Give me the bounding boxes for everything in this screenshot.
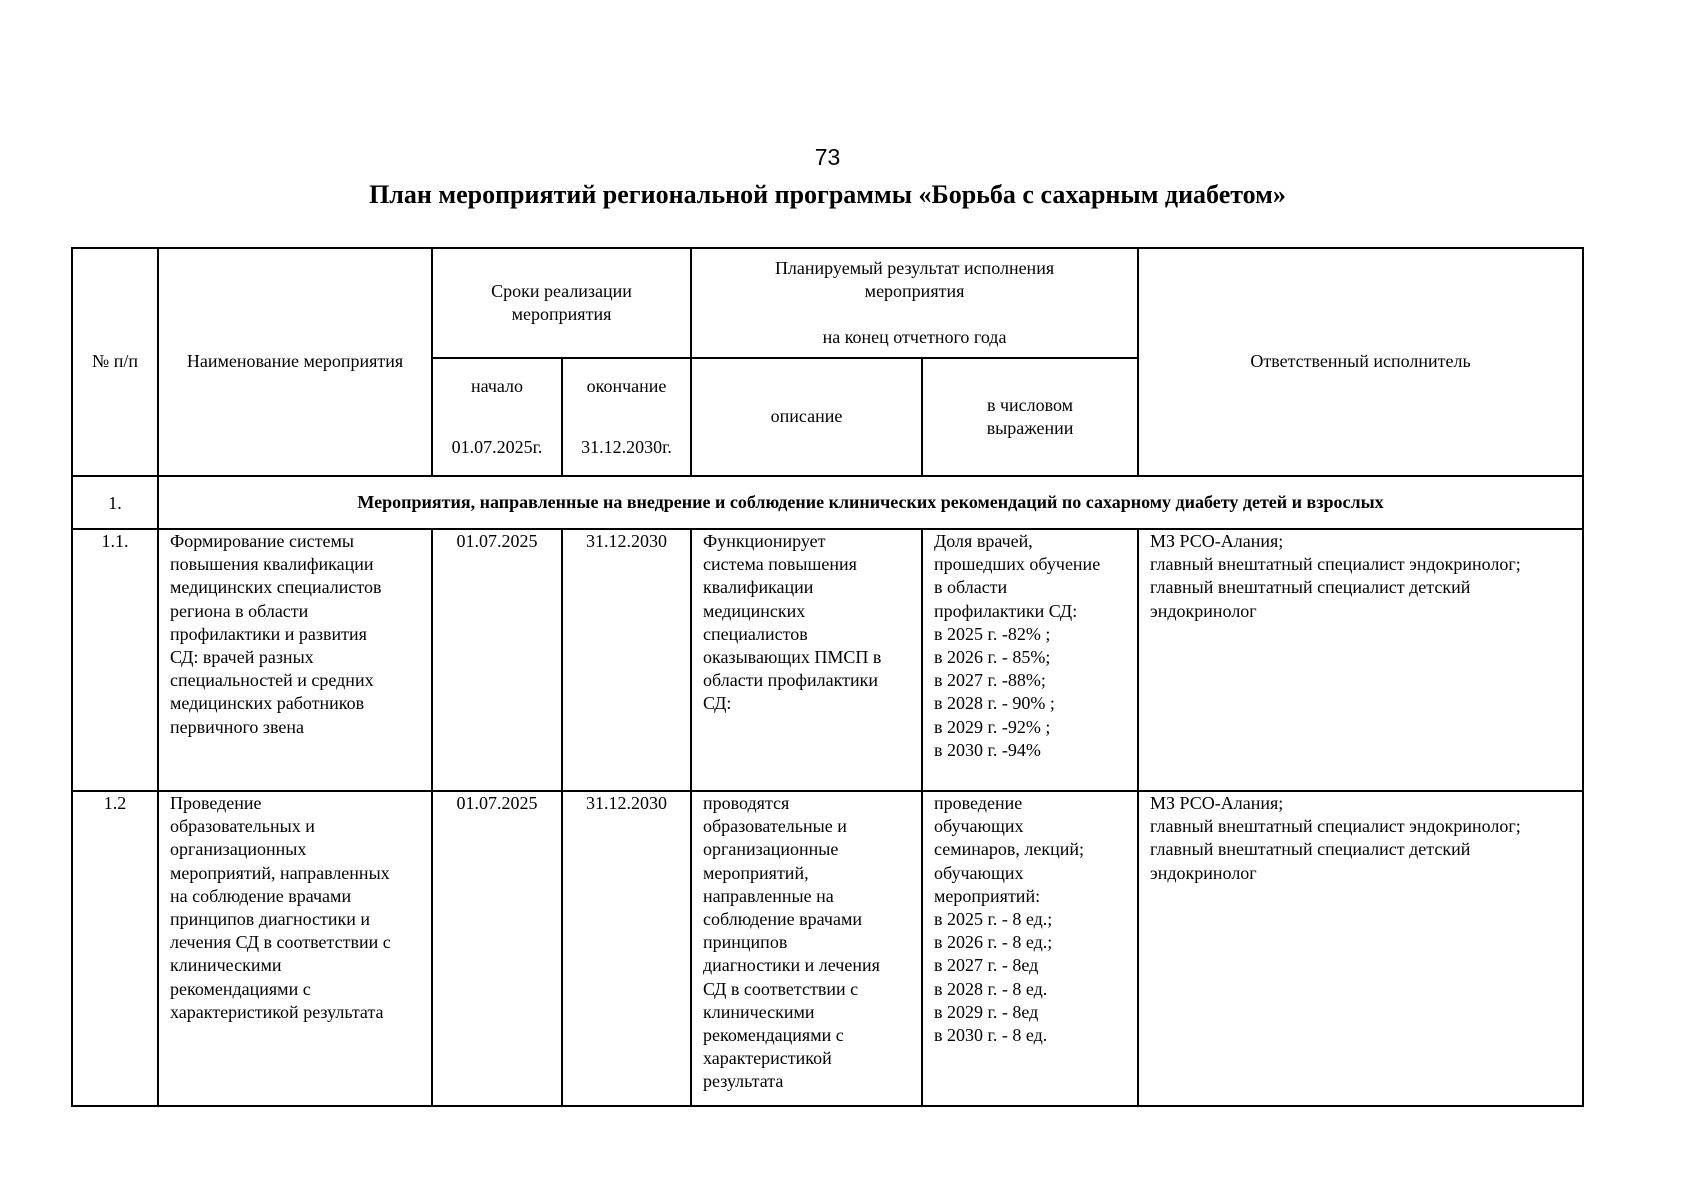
row-numeric-result	[922, 529, 1138, 791]
cell-text-line: на соблюдение врачами	[170, 885, 352, 906]
header-numeric	[922, 358, 1138, 476]
cell-text-line: принципов	[703, 932, 788, 953]
cell-text-line: в 2029 г. - 8ед	[934, 1001, 1039, 1022]
header-result-line3: на конец отчетного года	[822, 326, 1007, 347]
header-start	[432, 358, 562, 476]
header-end-date: 31.12.2030г.	[581, 436, 672, 457]
cell-text-line: медицинских специалистов	[170, 577, 382, 598]
cell-text-line: организационные	[703, 839, 839, 860]
cell-text-line: СД:	[703, 693, 732, 714]
row-description	[691, 529, 922, 791]
document-title: План мероприятий региональной программы «Борьба с сахарным диабетом»	[369, 180, 1286, 209]
cell-text-line: Формирование системы	[170, 531, 354, 551]
cell-text-line: мероприятий, направленных	[170, 862, 390, 883]
cell-text-line: мероприятий,	[703, 862, 809, 883]
cell-text-line: характеристикой результата	[170, 1001, 384, 1022]
cell-text-line: в 2030 г. - 8 ед.	[934, 1025, 1048, 1046]
cell-text-line: рекомендациями с	[703, 1025, 844, 1046]
plan-table	[71, 247, 1584, 1107]
row-number: 1.2	[72, 791, 158, 1106]
cell-text-line: в 2028 г. - 8 ед.	[934, 978, 1048, 999]
cell-text-line: медицинских	[703, 600, 806, 621]
cell-text-line: диагностики и лечения	[703, 955, 880, 976]
cell-text-line: проведение	[934, 793, 1023, 813]
cell-text-line: в 2029 г. -92% ;	[934, 716, 1051, 737]
cell-text-line: главный внештатный специалист детский	[1150, 839, 1471, 860]
cell-text-line: система повышения	[703, 554, 857, 575]
cell-text-line: результата	[703, 1071, 784, 1092]
row-start-date: 01.07.2025	[432, 791, 562, 1106]
cell-text-line: в 2025 г. -82% ;	[934, 623, 1051, 644]
cell-text-line: семинаров, лекций;	[934, 839, 1084, 860]
cell-text-line: обучающих	[934, 862, 1024, 883]
cell-text-line: квалификации	[703, 577, 814, 598]
row-numeric-result	[922, 791, 1138, 1106]
header-result-line1: Планируемый результат исполнения	[774, 258, 1055, 279]
header-numeric-line1: в числовом	[986, 394, 1074, 415]
cell-text-line: медицинских работников	[170, 693, 365, 714]
row-start-date: 01.07.2025	[432, 529, 562, 791]
section-title: Мероприятия, направленные на внедрение и соблюдение клинических рекомендаций по сахарному диабету детей и взрослых	[158, 476, 1583, 529]
cell-text-line: МЗ РСО-Алания;	[1150, 793, 1284, 813]
cell-text-line: Доля врачей,	[934, 531, 1033, 551]
cell-text-line: в 2028 г. - 90% ;	[934, 693, 1055, 714]
header-terms-line1: Сроки реализации	[491, 280, 632, 301]
cell-text-line: в 2026 г. - 85%;	[934, 647, 1051, 668]
cell-text-line: главный внештатный специалист детский	[1150, 577, 1471, 598]
cell-text-line: лечения СД в соответствии с	[170, 932, 391, 953]
cell-text-line: специальностей и средних	[170, 670, 374, 691]
cell-text-line: в 2030 г. -94%	[934, 739, 1041, 760]
header-responsible: Ответственный исполнитель	[1138, 248, 1583, 476]
cell-text-line: Функционирует	[703, 531, 826, 551]
cell-text-line: клиническими	[703, 1001, 815, 1022]
cell-text-line: соблюдение врачами	[703, 909, 862, 930]
table-row	[72, 529, 1583, 791]
cell-text-line: направленные на	[703, 885, 834, 906]
cell-text-line: главный внештатный специалист эндокринолог;	[1150, 554, 1521, 575]
header-result	[691, 248, 1138, 358]
cell-text-line: организационных	[170, 839, 307, 860]
cell-text-line: характеристикой	[703, 1048, 832, 1069]
cell-text-line: СД: врачей разных	[170, 647, 314, 668]
header-numeric-line2: выражении	[986, 418, 1074, 438]
cell-text-line: повышения квалификации	[170, 554, 374, 575]
row-name	[158, 791, 432, 1106]
cell-text-line: СД в соответствии с	[703, 978, 859, 999]
cell-text-line: области профилактики	[703, 670, 878, 691]
header-start-label: начало	[470, 376, 524, 397]
cell-text-line: в области	[934, 577, 1008, 598]
cell-text-line: в 2027 г. - 8ед	[934, 955, 1039, 976]
header-num: № п/п	[72, 248, 158, 476]
header-description: описание	[691, 358, 922, 476]
cell-text-line: первичного звена	[170, 716, 304, 737]
cell-text-line: проводятся	[703, 793, 790, 813]
page-number: 73	[814, 144, 841, 170]
cell-text-line: профилактики СД:	[934, 600, 1078, 621]
section-row	[72, 476, 1583, 529]
cell-text-line: в 2025 г. - 8 ед.;	[934, 909, 1053, 930]
cell-text-line: специалистов	[703, 623, 808, 644]
header-row-top	[72, 248, 1583, 358]
cell-text-line: региона в области	[170, 600, 309, 621]
cell-text-line: главный внештатный специалист эндокринолог;	[1150, 816, 1521, 837]
cell-text-line: принципов диагностики и	[170, 909, 371, 930]
row-end-date: 31.12.2030	[562, 529, 691, 791]
table-row	[72, 791, 1583, 1106]
cell-text-line: клиническими	[170, 955, 282, 976]
cell-text-line: эндокринолог	[1150, 600, 1257, 621]
cell-text-line: образовательных и	[170, 816, 315, 837]
row-description	[691, 791, 922, 1106]
cell-text-line: прошедших обучение	[934, 554, 1101, 575]
header-start-date: 01.07.2025г.	[451, 436, 543, 457]
cell-text-line: в 2026 г. - 8 ед.;	[934, 932, 1053, 953]
cell-text-line: Проведение	[170, 793, 262, 813]
cell-text-line: эндокринолог	[1150, 862, 1257, 883]
row-end-date: 31.12.2030	[562, 791, 691, 1106]
header-name: Наименование мероприятия	[158, 248, 432, 476]
header-terms	[432, 248, 691, 358]
row-responsible	[1138, 791, 1583, 1106]
header-result-line2: мероприятия	[864, 281, 965, 302]
header-end-label: окончание	[586, 376, 667, 397]
cell-text-line: рекомендациями с	[170, 978, 311, 999]
section-number: 1.	[72, 476, 158, 529]
cell-text-line: оказывающих ПМСП в	[703, 647, 882, 668]
row-number: 1.1.	[72, 529, 158, 791]
header-terms-line2: мероприятия	[511, 304, 612, 324]
cell-text-line: МЗ РСО-Алания;	[1150, 531, 1284, 551]
cell-text-line: обучающих	[934, 816, 1024, 837]
cell-text-line: профилактики и развития	[170, 623, 367, 644]
row-responsible	[1138, 529, 1583, 791]
header-end	[562, 358, 691, 476]
cell-text-line: в 2027 г. -88%;	[934, 670, 1046, 691]
cell-text-line: образовательные и	[703, 816, 847, 837]
row-name	[158, 529, 432, 791]
cell-text-line: мероприятий:	[934, 885, 1041, 906]
